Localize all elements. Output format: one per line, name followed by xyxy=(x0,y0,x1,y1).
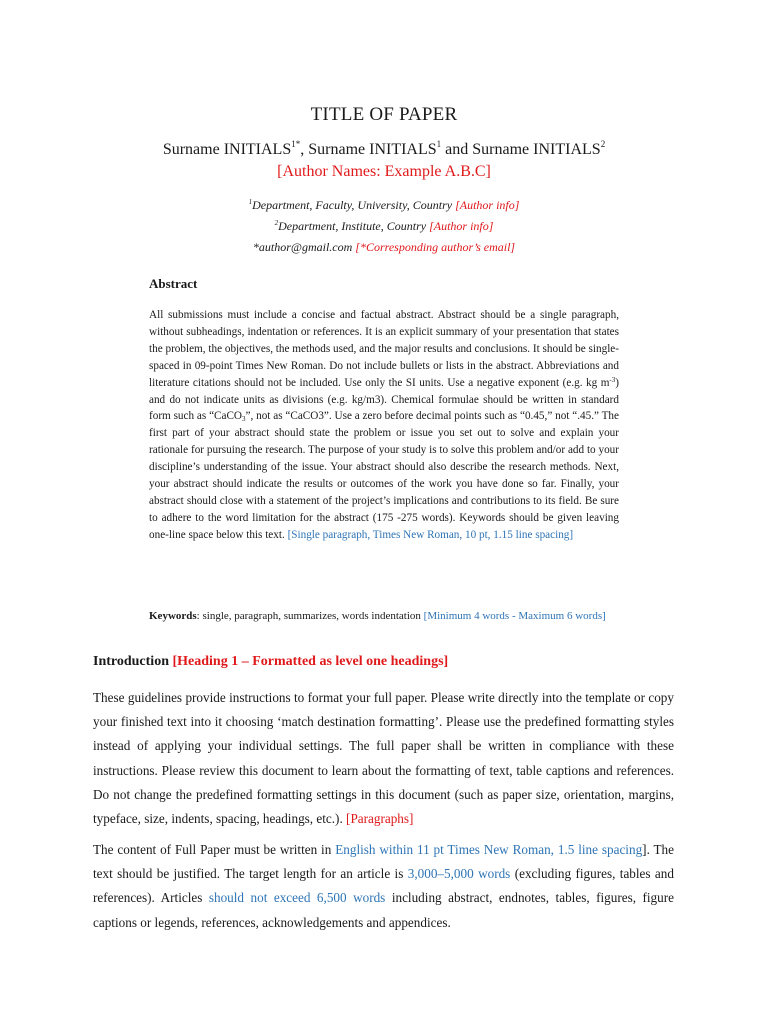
paragraph-2-highlight-length: 3,000–5,000 words xyxy=(407,866,511,882)
affiliation-2-mark: 2 xyxy=(274,219,279,227)
paragraph-2-text-b: ]. The text should be justified. The target length for an article is xyxy=(93,842,675,882)
keywords-text: : single, paragraph, summarizes, words indentation xyxy=(196,610,424,622)
paper-title: TITLE OF PAPER xyxy=(310,104,458,125)
abstract-text-part-3: ”, not as “CaCO3”. Use a zero before decimal points such as “0.45,” not “.45.” The first part of your abstract should state the problem or issue you set out to solve and explain your rationale for pursuing the research. The purpose of your study is to solve this problem and/or add to your discipline’s understanding of the issue. Your abstract should also describe the research methods. Next, your abstract should indicate the results or outcomes of the work you have done so far. Finally, your abstract should close with a statement of the project’s implications and contributions to its field. Be sure to adhere to the word limitation for the abstract (175 -275 words). Keywords should be given leaving one-line space below this text. xyxy=(149,410,619,541)
abstract-format-note: [Single paragraph, Times New Roman, 10 pt, 1.15 line spacing] xyxy=(287,528,574,541)
author-2-affiliation-mark: 1 xyxy=(436,139,442,149)
author-list xyxy=(0,141,768,159)
corresponding-email xyxy=(0,240,768,255)
abstract-text-part-1: All submissions must include a concise and factual abstract. Abstract should be a single paragraph, without subheadings, indentation or references. It is an explicit summary of your presentation that states the problem, the objectives, the methods used, and the major results and conclusions. It should be single-spaced in 09-point Times New Roman. Do not include bullets or lists in the abstract. Abbreviations and literature citations should not be included. Use only the SI units. Use a negative exponent (e.g. kg m xyxy=(149,309,619,389)
affiliation-2 xyxy=(0,219,768,234)
abstract-exponent: -3 xyxy=(609,375,616,384)
introduction-heading-note: [Heading 1 – Formatted as level one headings] xyxy=(172,654,449,669)
abstract-body xyxy=(149,307,619,544)
abstract-text-part-2: ) and do not indicate units as divisions (e.g. kg/m3). Chemical formulae should be written in standard form such as “CaCO xyxy=(149,376,619,423)
introduction-paragraph-2 xyxy=(93,838,674,935)
paragraph-1-note: [Paragraphs] xyxy=(346,811,414,827)
introduction-heading xyxy=(93,654,448,670)
paragraph-2-highlight-format: English within 11 pt Times New Roman, 1.5 line spacing xyxy=(335,842,643,857)
author-separator: , xyxy=(300,141,309,158)
author-names-note: [Author Names: Example A.B.C] xyxy=(277,163,491,180)
paragraph-2-text-c: (excluding figures, tables and references). Articles xyxy=(93,866,674,906)
author-1: Surname INITIALS xyxy=(162,141,292,158)
paragraph-1-text: These guidelines provide instructions to format your full paper. Please write directly into the template or copy your finished text into it choosing ‘match destination formatting’. Please use the predefined formatting styles instead of applying your individual settings. The full paper shall be written in compliance with these instructions. Please review this document to learn about the formatting of text, table captions and references. Do not change the predefined formatting settings in this document (such as paper size, orientation, margins, typeface, size, indents, spacing, headings, etc.). xyxy=(93,690,674,827)
abstract-heading: Abstract xyxy=(149,276,198,291)
abstract-subscript: 3 xyxy=(242,415,246,424)
author-separator: and xyxy=(441,141,473,158)
keywords-label: Keywords xyxy=(149,610,197,622)
corresponding-email-note: [*Corresponding author’s email] xyxy=(355,240,516,254)
introduction-heading-text: Introduction xyxy=(93,654,169,669)
author-3-affiliation-mark: 2 xyxy=(600,139,606,149)
affiliation-2-text: Department, Institute, Country xyxy=(278,219,427,233)
keywords-note: [Minimum 4 words - Maximum 6 words] xyxy=(423,610,606,622)
author-3: Surname INITIALS xyxy=(472,141,601,158)
affiliation-2-note: [Author info] xyxy=(429,219,494,233)
affiliation-1-note: [Author info] xyxy=(455,198,520,212)
affiliation-1 xyxy=(0,198,768,213)
affiliation-1-text: Department, Faculty, University, Country xyxy=(252,198,453,212)
paragraph-2-text-d: including abstract, endnotes, tables, figures, figure captions or legends, references, acknowledgements and appendices. xyxy=(93,890,674,930)
paragraph-2-text-a: The content of Full Paper must be written in xyxy=(93,842,336,857)
affiliation-1-mark: 1 xyxy=(248,198,253,206)
keywords-line xyxy=(149,609,619,625)
author-2: Surname INITIALS xyxy=(308,141,437,158)
corresponding-email-text: *author@gmail.com xyxy=(252,240,353,254)
paragraph-2-highlight-limit: should not exceed 6,500 words xyxy=(208,890,386,906)
author-1-affiliation-mark: 1* xyxy=(291,139,301,149)
introduction-paragraph-1 xyxy=(93,686,674,831)
